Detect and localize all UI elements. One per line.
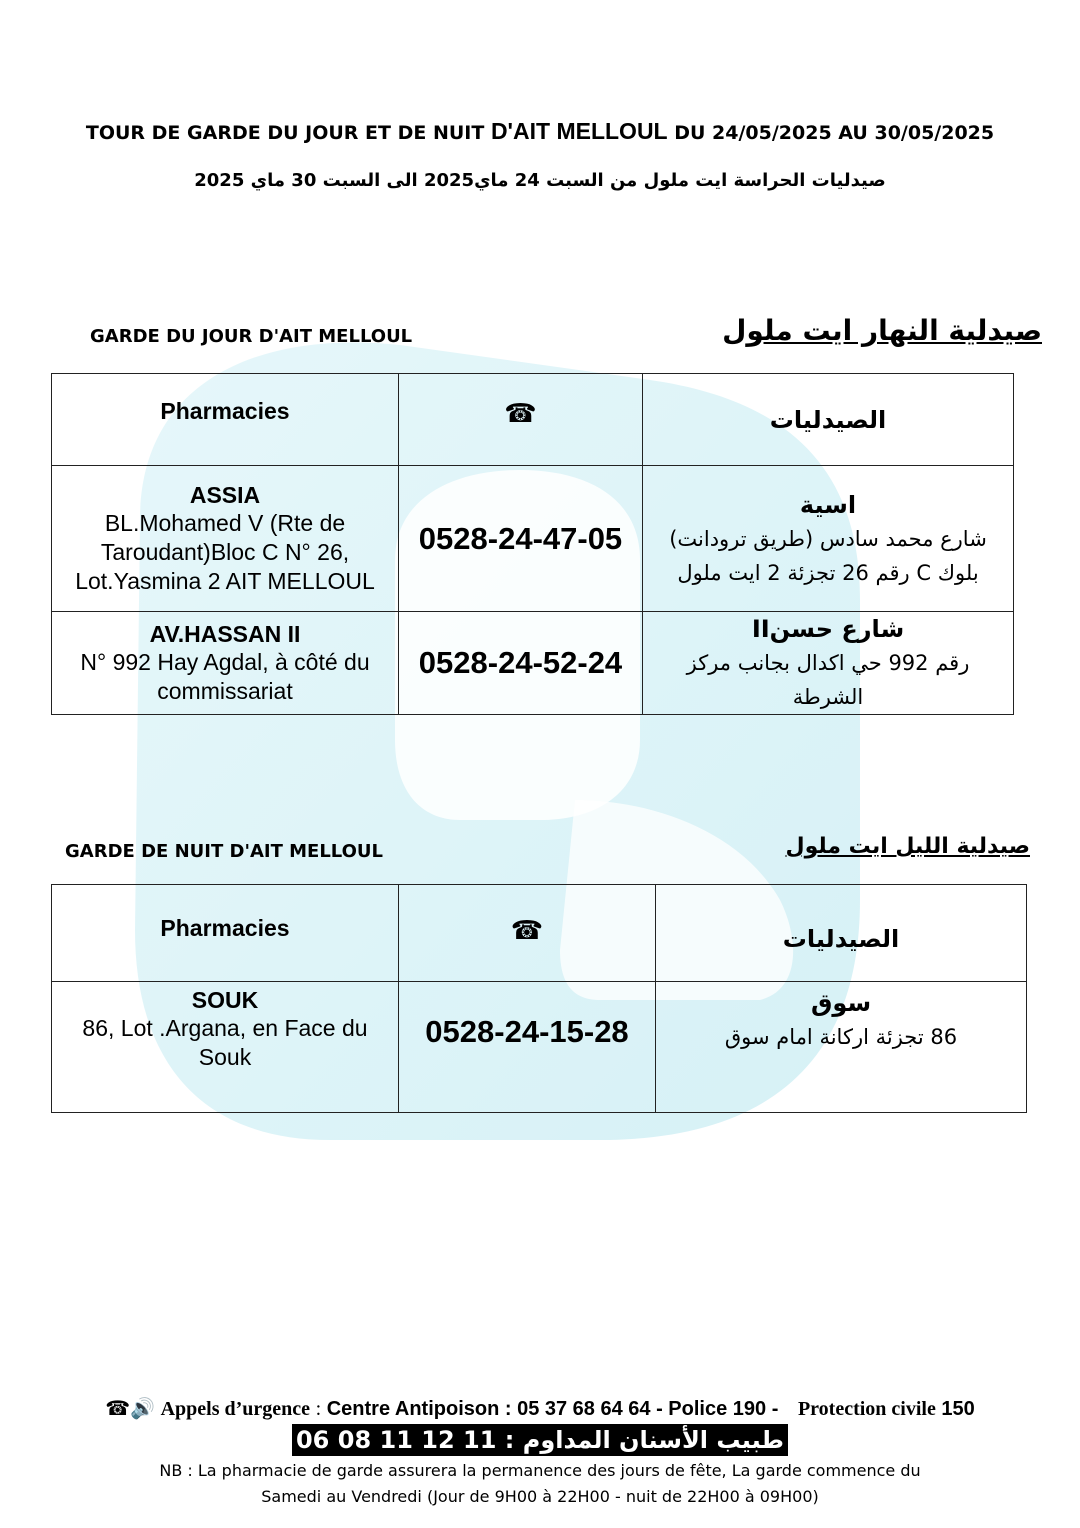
emergency-line <box>0 1396 1080 1421</box>
night-pharmacies-table <box>51 884 1027 1113</box>
column-header-ar: الصيدليات <box>656 885 1027 982</box>
pharmacy-address: BL.Mohamed V (Rte de Taroudant)Bloc C N° 26, Lot.Yasmina 2 AIT MELLOUL <box>75 510 375 594</box>
column-header-pharmacies: Pharmacies <box>52 374 399 466</box>
note <box>0 1458 1080 1510</box>
title-city: D'AIT MELLOUL <box>490 118 668 144</box>
urgent-separator: : <box>315 1398 322 1420</box>
pharmacy-cell-ar <box>643 612 1014 715</box>
table-row <box>52 982 1027 1113</box>
page-subtitle-ar: صيدليات الحراسة ايت ملول من السبت 24 ماي2025 الى السبت 30 ماي 2025 <box>194 170 886 191</box>
column-header-phone <box>399 374 643 466</box>
pharmacy-name-ar: سوق <box>810 989 872 1017</box>
pharmacy-phone: 0528-24-47-05 <box>399 466 643 612</box>
pharmacy-cell <box>52 466 399 612</box>
pharmacy-name-ar: شارع حسنII <box>751 615 905 643</box>
pharmacy-address-ar: رقم 992 حي اكدال بجانب مركز الشرطة <box>686 651 970 709</box>
pharmacy-name: ASSIA <box>189 482 261 508</box>
pharmacy-address: N° 992 Hay Agdal, à côté du commissariat <box>80 649 370 704</box>
note-line-2: Samedi au Vendredi (Jour de 9H00 à 22H00 - nuit de 22H00 à 09H00) <box>261 1487 819 1506</box>
civil-protection-number: 150 <box>941 1398 975 1420</box>
column-header-pharmacies: Pharmacies <box>52 885 399 982</box>
table-header-row <box>52 374 1014 466</box>
urgent-label: Appels d’urgence <box>160 1398 311 1420</box>
day-section-title-ar: صيدلية النهار ايت ملول <box>722 314 1042 347</box>
dentist-banner <box>0 1424 1080 1456</box>
pharmacy-phone: 0528-24-52-24 <box>399 612 643 715</box>
pharmacy-name: SOUK <box>191 987 259 1013</box>
phone-icon: ☎ <box>504 398 537 428</box>
pharmacy-name: AV.HASSAN II <box>149 621 301 647</box>
pharmacy-name-ar: اسية <box>799 490 857 519</box>
civil-protection-label: Protection civile <box>797 1398 936 1420</box>
pharmacy-phone: 0528-24-15-28 <box>399 982 656 1113</box>
column-header-phone <box>399 885 656 982</box>
night-section-title-ar: صيدلية الليل ايت ملول <box>785 834 1030 859</box>
pharmacy-address-ar: 86 تجزئة اركانة امام سوق <box>724 1025 958 1049</box>
phone-icon: ☎ <box>510 915 544 945</box>
pharmacy-address-ar: شارع محمد سادس (طريق ترودانت) بلوك C رقم 26 تجزئة 2 ايت ملول <box>669 526 987 585</box>
antipoison-police: Centre Antipoison : 05 37 68 64 64 - Police 190 - <box>326 1398 779 1420</box>
day-section-title: GARDE DU JOUR D'AIT MELLOUL <box>90 326 413 347</box>
pharmacy-cell-ar <box>643 466 1014 612</box>
dentist-on-call: طبيب الأسنان المداوم : 11 12 11 08 06 <box>292 1424 788 1456</box>
column-header-ar: الصيدليات <box>643 374 1014 466</box>
page-title <box>0 118 1080 145</box>
day-pharmacies-table <box>51 373 1014 715</box>
title-prefix: TOUR DE GARDE DU JOUR ET DE NUIT <box>85 122 485 144</box>
title-dates: DU 24/05/2025 AU 30/05/2025 <box>674 122 995 144</box>
pharmacy-address: 86, Lot .Argana, en Face du Souk <box>82 1015 368 1070</box>
note-line-1: NB : La pharmacie de garde assurera la permanence des jours de fête, La garde commence du <box>159 1461 921 1480</box>
table-row <box>52 612 1014 715</box>
night-section-title: GARDE DE NUIT D'AIT MELLOUL <box>65 841 384 862</box>
pharmacy-cell-ar <box>656 982 1027 1113</box>
phone-speaker-icon: ☎🔊 <box>105 1398 156 1420</box>
table-row <box>52 466 1014 612</box>
pharmacy-cell <box>52 982 399 1113</box>
table-header-row <box>52 885 1027 982</box>
pharmacy-cell <box>52 612 399 715</box>
